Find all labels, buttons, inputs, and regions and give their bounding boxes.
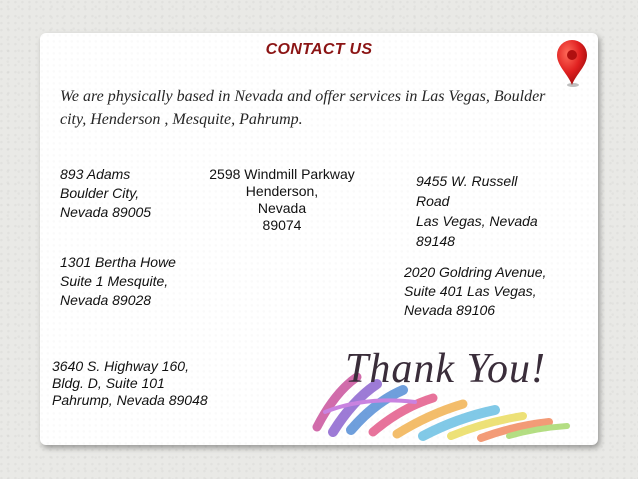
address-line: Las Vegas, Nevada: [416, 213, 538, 229]
address-highway: [52, 358, 208, 409]
address-line: 89074: [262, 217, 302, 233]
address-line: Nevada 89106: [404, 302, 496, 318]
address-line: Pahrump, Nevada 89048: [52, 392, 208, 408]
address-goldring: [404, 263, 546, 320]
address-line: 1301 Bertha Howe: [60, 254, 176, 270]
address-adams: [60, 165, 151, 222]
address-bertha: [60, 253, 176, 310]
address-line: 3640 S. Highway 160,: [52, 358, 189, 374]
address-line: 2598 Windmill Parkway: [209, 166, 355, 182]
address-line: Henderson,: [245, 183, 319, 199]
map-pin-icon: [554, 38, 590, 88]
address-line: 893 Adams: [60, 166, 131, 182]
address-russell: [416, 171, 538, 251]
thank-you-image: [305, 332, 585, 442]
address-line: 2020 Goldring Avenue,: [404, 264, 547, 280]
address-line: Boulder City,: [60, 185, 140, 201]
address-line: Suite 1 Mesquite,: [60, 273, 169, 289]
address-line: Suite 401 Las Vegas,: [404, 283, 537, 299]
address-line: Nevada 89028: [60, 292, 152, 308]
thank-you-text: Thank You!: [345, 346, 546, 392]
address-line: 89148: [416, 233, 455, 249]
intro-text: We are physically based in Nevada and offer services in Las Vegas, Boulder city, Henderson , Mesquite, Pahrump.: [60, 88, 546, 128]
address-line: Nevada 89005: [60, 204, 152, 220]
address-windmill: [198, 166, 366, 234]
address-line: Bldg. D, Suite 101: [52, 375, 165, 391]
address-line: Nevada: [257, 200, 307, 216]
address-line: 9455 W. Russell: [416, 173, 518, 189]
address-line: Road: [416, 193, 450, 209]
page-title: CONTACT US: [265, 41, 373, 58]
